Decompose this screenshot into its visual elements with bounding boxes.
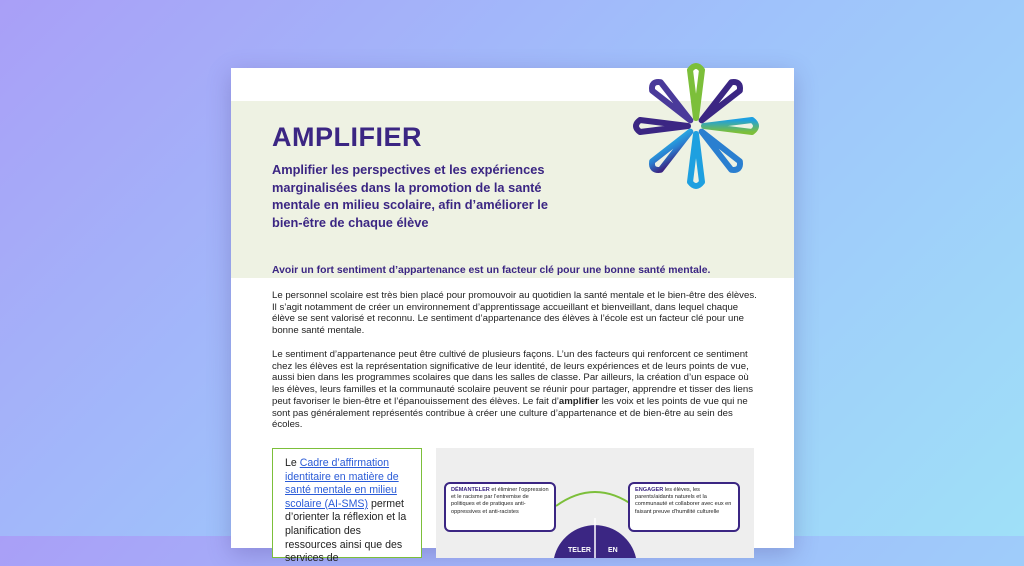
dismantle-text: et éliminer l’oppression et le racisme par l’entremise de politiques et de pratiques anti-oppressives et anti-racistes — [451, 487, 549, 515]
dismantle-title: DÉMANTELER — [451, 487, 490, 493]
paragraph-2-text-start: Le sentiment d’appartenance peut être cultivé de plusieurs façons. L’un des facteurs qui renforcent ce sentiment chez les élèves est la représentation significative de leur identité, de leurs expériences et de leurs points de vue, aussi bien dans les programmes scolaires que dans les salles de classe. Par ailleurs, la création d’un espace où les élèves, leurs familles et la communauté scolaire peuvent se réunir pour partager, apprendre et tisser des liens peut favoriser le bien-être et l’épanouissement des élèves. Le fait d’ — [272, 349, 754, 407]
page-subtitle: Amplifier les perspectives et les expériences marginalisées dans la promotion de la santé mentale en milieu scolaire, afin d’améliorer le bien-être de chaque élève — [272, 162, 548, 230]
lead-sentence: Avoir un fort sentiment d’appartenance est un facteur clé pour une bonne santé mentale. — [272, 265, 711, 276]
engage-title: ENGAGER — [635, 487, 664, 493]
framework-callout — [272, 448, 422, 565]
wheel-label-right: EN — [608, 547, 618, 554]
body-paragraph-1: Le personnel scolaire est très bien placé pour promouvoir au quotidien la santé mentale et le bien-être des élèves. Il s’agit notamment de créer un environnement d’apprentissage accueillant et bienveillant, dans lequel chaque élève se sent valorisé et reconnu. Le sentiment d’appartenance des élèves à l’école est un facteur clé pour une bonne santé mentale. — [272, 290, 757, 337]
callout-suffix: permet d’orienter la réflexion et la planification des ressources ainsi que des services de — [285, 497, 407, 565]
paragraph-2-bold-word: amplifier — [558, 395, 599, 407]
callout-prefix: Le — [285, 457, 300, 469]
star-logo-icon — [611, 64, 801, 214]
framework-link[interactable]: Cadre d’affirmation identitaire en matière de santé mentale en milieu scolaire (AI-SMS) — [285, 457, 399, 510]
dismantle-box — [444, 482, 556, 532]
paragraph-2-text-end: les voix et les points de vue qui ne sont pas généralement représentés contribue à créer une culture d’appartenance et de bien-être au sein des écoles. — [272, 395, 748, 431]
framework-diagram — [436, 448, 754, 558]
body-paragraph-2 — [272, 349, 762, 431]
engage-box — [628, 482, 740, 532]
document-page — [231, 68, 794, 565]
page-title: AMPLIFIER — [272, 122, 422, 152]
wheel-label-left: TELER — [568, 547, 591, 554]
engage-text: les élèves, les parents/aidants naturels et la communauté et collaborer avec eux en faisant preuve d’humilité culturelle — [635, 487, 732, 515]
